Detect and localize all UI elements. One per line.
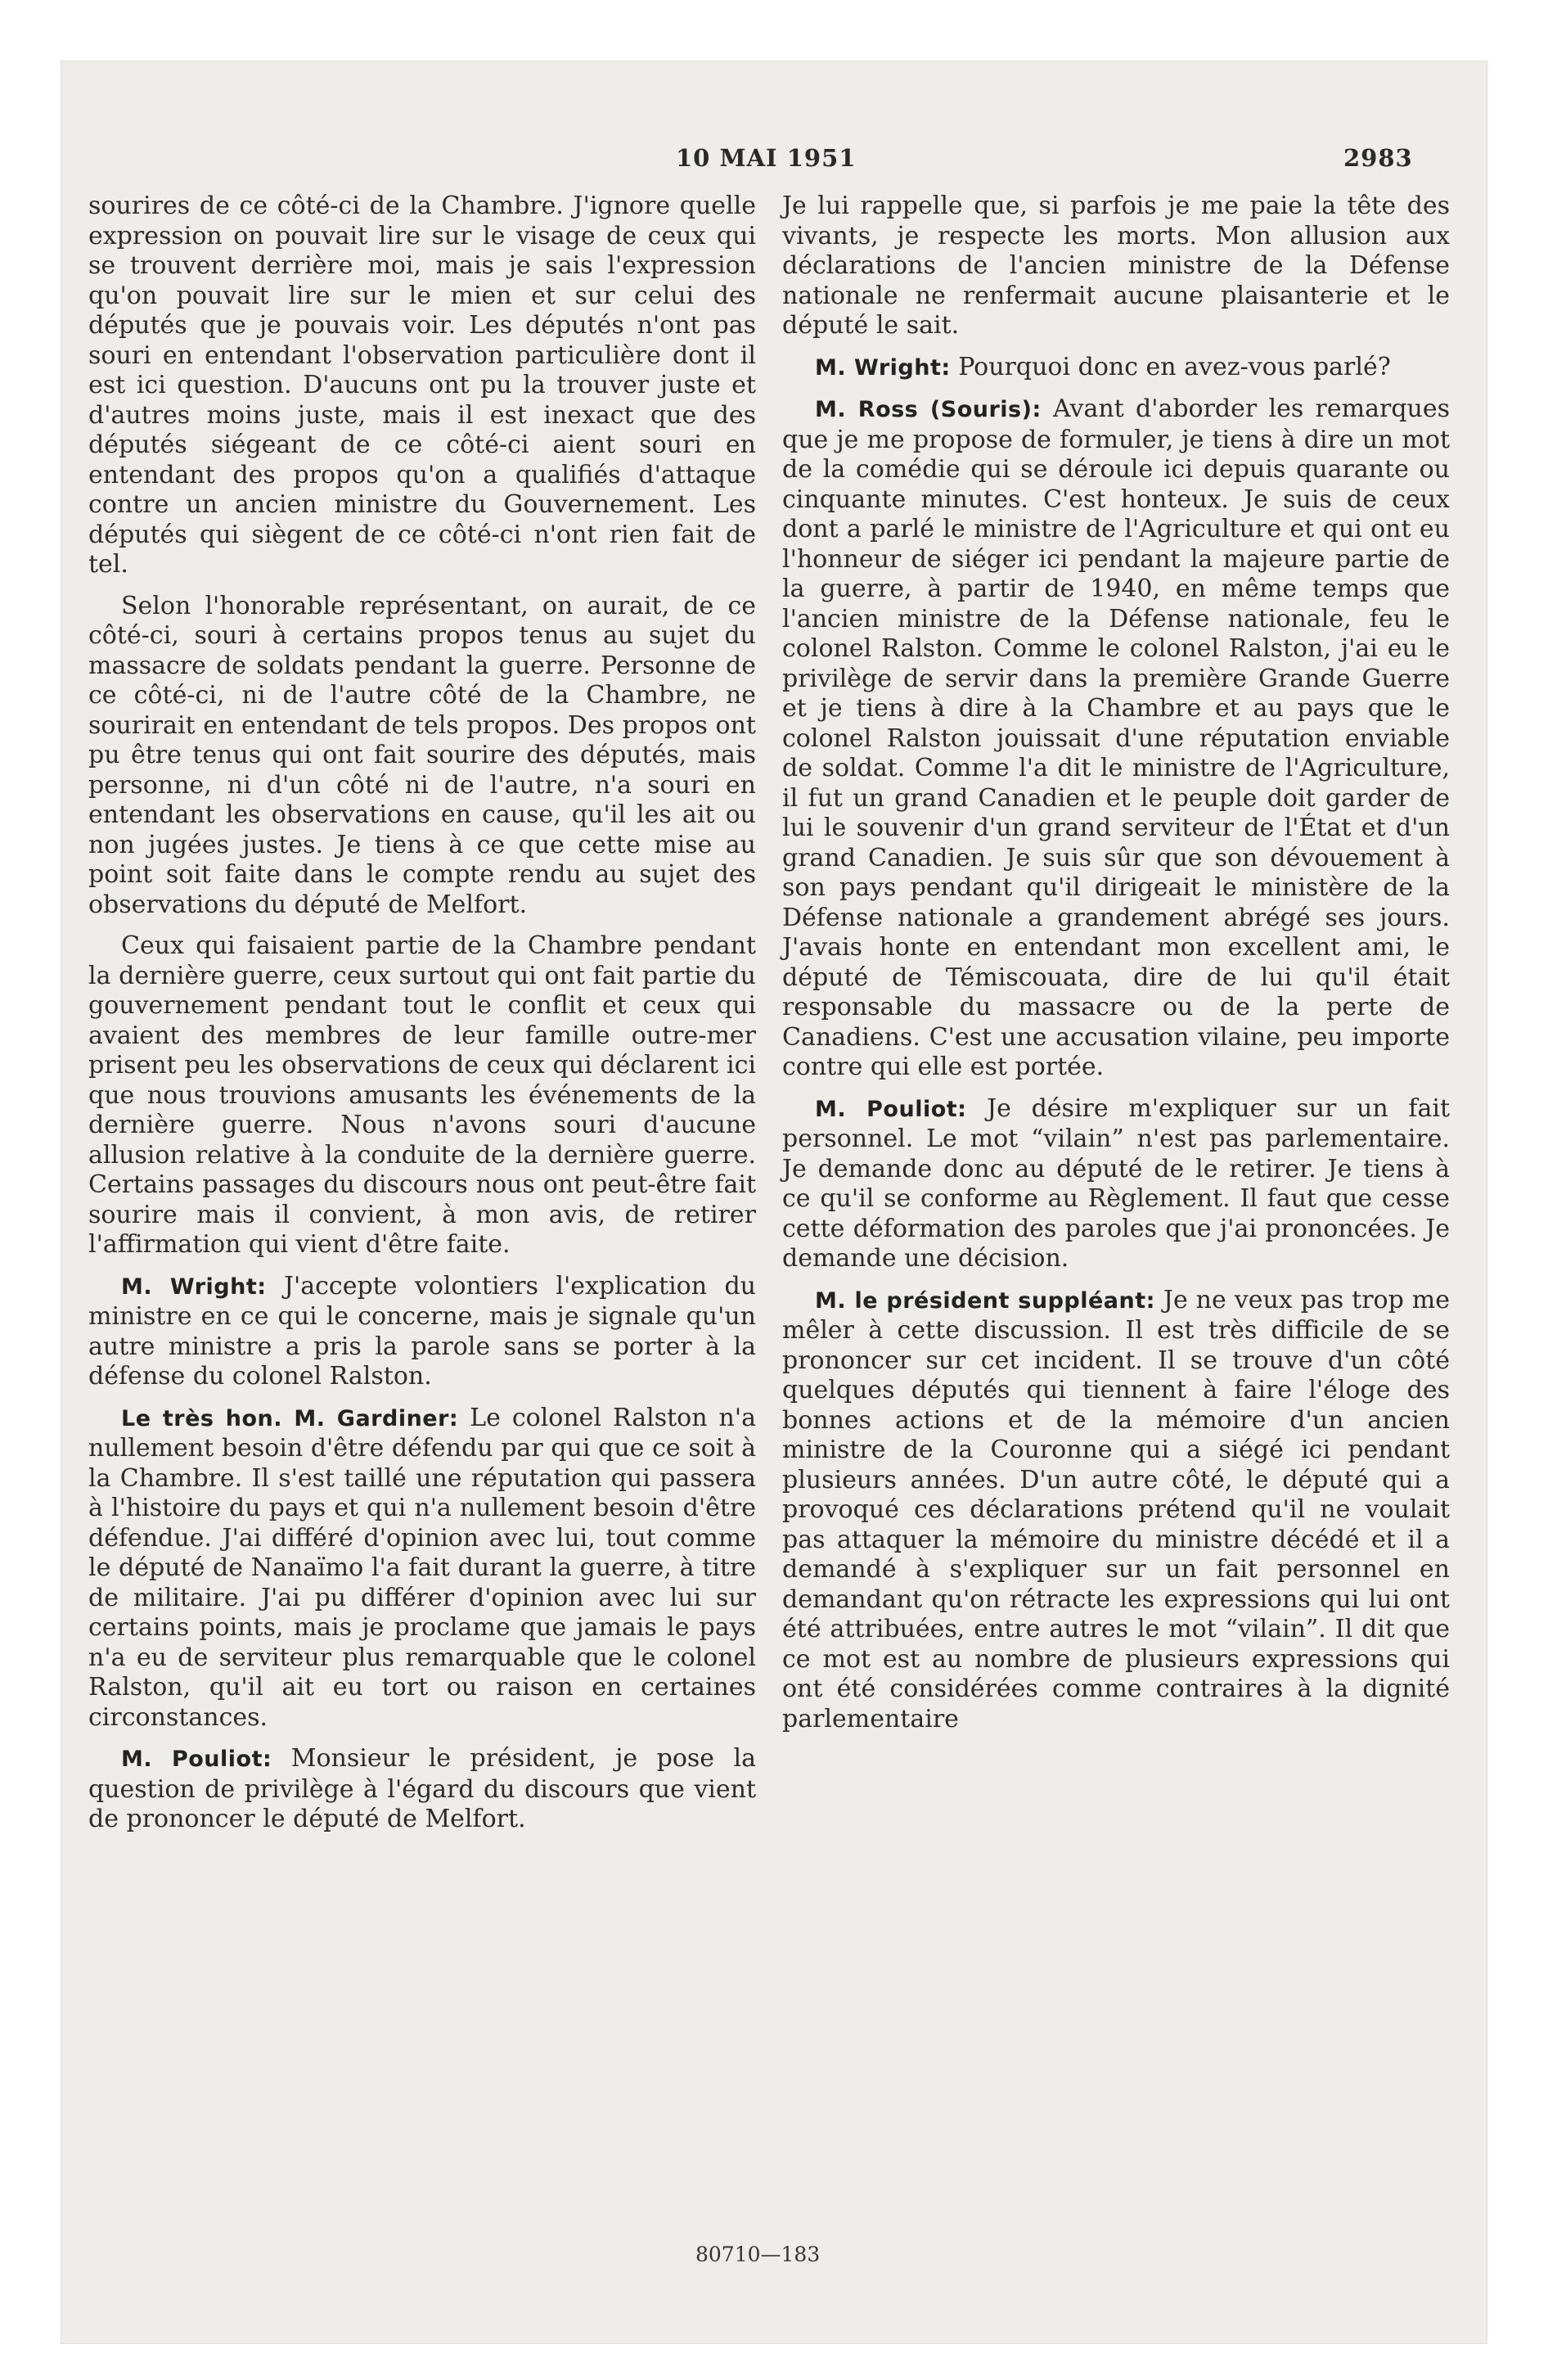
right-column [782,192,1450,1746]
speech-text: Je ne veux pas trop me mêler à cette discussion. Il est très difficile de se prononcer sur cet incident. Il se trouve d'un côté quelques députés qui tiennent à faire l'éloge des bonnes actions et de la mémoire d'un ancien ministre de la Couronne qui a siégé ici pendant plusieurs années. D'un autre côté, le député qui a provoqué ces déclarations prétend qu'il ne voulait pas attaquer la mémoire du ministre décédé et il a demandé à s'expliquer sur un fait personnel en demandant qu'on rétracte les expressions qui lui ont été attribuées, entre autres le mot “vilain”. Il dit que ce mot est au nombre de plusieurs expressions qui ont été considérées comme contraires à la dignité parlementaire [782,1285,1450,1733]
header-date: 10 MAI 1951 [676,144,857,172]
speaker-name: M. Ross (Souris): [815,397,1042,422]
speaker-name: M. Wright: [121,1273,267,1300]
speech [782,1094,1450,1274]
page-header [0,144,1548,180]
footer-code: 80710—183 [695,2243,821,2266]
paragraph-text: sourires de ce côté-ci de la Chambre. J'ignore quelle expression on pouvait lire sur le visage de ceux qui se trouvent derrière moi, mais je sais l'expression qu'on pouvait lire sur le mien et sur celui des députés que je pouvais voir. Les députés n'ont pas souri en entendant l'observation particulière dont il est ici question. D'aucuns ont pu la trouver juste et d'autres moins juste, mais il est inexact que des députés siégeant de ce côté-ci aient souri en entendant des propos qu'on a qualifiés d'attaque contre un ancien ministre du Gouvernement. Les députés qui siègent de ce côté-ci n'ont rien fait de tel. [88,192,756,579]
paragraph-text: Ceux qui faisaient partie de la Chambre pendant la dernière guerre, ceux surtout qui ont fait partie du gouvernement pendant tout le conflit et ceux qui avaient des membres de leur famille outre-mer prisent peu les observations de ceux qui déclarent ici que nous trouvions amusants les événements de la dernière guerre. Nous n'avons souri d'aucune allusion relative à la conduite de la dernière guerre. Certains passages du discours nous ont peut-être fait sourire mais il convient, à mon avis, de retirer l'affirmation qui vient d'être faite. [88,931,756,1259]
paragraph-text: Je lui rappelle que, si parfois je me paie la tête des vivants, je respecte les morts. Mon allusion aux déclarations de l'ancien ministre de la Défense nationale ne renfermait aucune plaisanterie et le député le sait. [782,192,1450,340]
left-column [88,192,756,1846]
speech-text: Avant d'aborder les remarques que je me propose de formuler, je tiens à dire un mot de la comédie qui se déroule ici depuis quarante ou cinquante minutes. C'est honteux. Je suis de ceux dont a parlé le ministre de l'Agriculture et qui ont eu l'honneur de siéger ici pendant la majeure partie de la guerre, à partir de 1940, en même temps que l'ancien ministre de la Défense nationale, feu le colonel Ralston. Comme le colonel Ralston, j'ai eu le privilège de servir dans la première Grande Guerre et je tiens à dire à la Chambre et au pays que le colonel Ralston jouissait d'une réputation enviable de soldat. Comme l'a dit le ministre de l'Agriculture, il fut un grand Canadien et le peuple doit garder de lui le souvenir d'un grand serviteur de l'État et d'un grand Canadien. Je suis sûr que son dévouement à son pays pendant qu'il dirigeait le ministère de la Défense nationale a grandement abrégé ses jours. J'avais honte en entendant mon excellent ami, le député de Témiscouata, dire de lui qu'il était responsable du massacre ou de la perte de Canadiens. C'est une accusation vilaine, peu importe contre qui elle est portée. [782,394,1450,1081]
speech-text: Je désire m'expliquer sur un fait personnel. Le mot “vilain” n'est pas parlementaire. Je demande donc au député de le retirer. Je tiens à ce qu'il se conforme au Règlement. Il faut que cesse cette déformation des paroles que j'ai prononcées. Je demande une décision. [782,1093,1450,1273]
paragraph [782,192,1450,341]
speech [88,1744,756,1835]
paragraph [88,592,756,921]
speech-text: Pourquoi donc en avez-vous parlé? [958,352,1391,381]
speech [782,394,1450,1083]
paragraph-text: Selon l'honorable représentant, on aurait, de ce côté-ci, souri à certains propos tenus au sujet du massacre de soldats pendant la guerre. Personne de ce côté-ci, ni de l'autre côté de la Chambre, ne sourirait en entendant de tels propos. Des propos ont pu être tenus qui ont fait sourire des députés, mais personne, ni d'un côté ni de l'autre, n'a souri en entendant les observations en cause, qu'il les ait ou non jugées justes. Je tiens à ce que cette mise au point soit faite dans le compte rendu au sujet des observations du député de Melfort. [88,591,756,919]
speech [782,353,1450,384]
speech [88,1272,756,1392]
speaker-name: M. Pouliot: [815,1096,967,1122]
speaker-name: Le très hon. M. Gardiner: [121,1405,459,1431]
speech [782,1286,1450,1735]
speaker-name: M. Wright: [815,354,951,381]
speech [88,1404,756,1733]
paragraph [88,931,756,1260]
speaker-name: M. Pouliot: [121,1747,272,1772]
speaker-name: M. le président suppléant: [815,1287,1155,1314]
speech-text: Le colonel Ralston n'a nullement besoin d'être défendu par qui que ce soit à la Chambre. Il s'est taillé une réputation qui passera à l'histoire du pays et qui n'a nullement besoin d'être défendue. J'ai différé d'opinion avec lui, tout comme le député de Nanaïmo l'a fait durant la guerre, à titre de militaire. J'ai pu différer d'opinion avec lui sur certains points, mais je proclame que jamais le pays n'a eu de serviteur plus remarquable que le colonel Ralston, qu'il ait eu tort ou raison en certaines circonstances. [88,1403,756,1732]
speech-text: Monsieur le président, je pose la question de privilège à l'égard du discours que vient de prononcer le député de Melfort. [88,1744,756,1833]
paragraph [88,192,756,580]
page-number: 2983 [1343,144,1413,172]
speech-text: J'accepte volontiers l'explication du ministre en ce qui le concerne, mais je signale qu'un autre ministre a pris la parole sans se porter à la défense du colonel Ralston. [88,1271,756,1391]
